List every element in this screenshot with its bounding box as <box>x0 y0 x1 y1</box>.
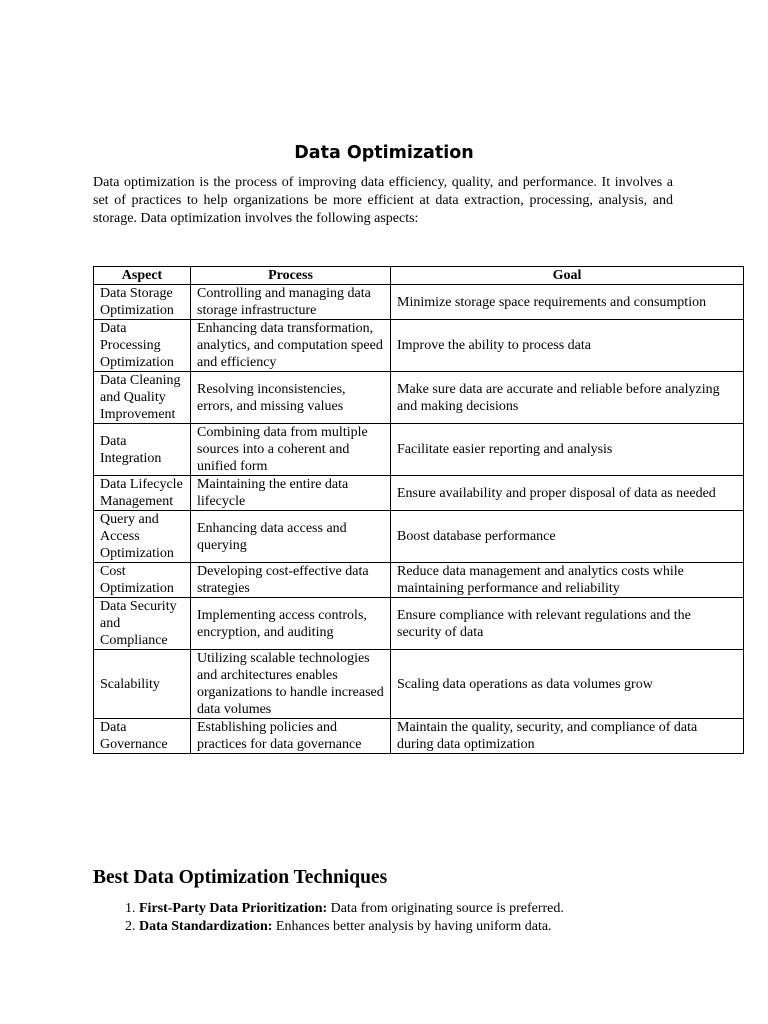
table-row <box>94 511 744 563</box>
page-title: Data Optimization <box>294 143 474 163</box>
header-goal: Goal <box>391 267 744 285</box>
aspects-table <box>93 266 744 754</box>
intro-paragraph: Data optimization is the process of improving data efficiency, quality, and performance. It involves a set of practices to help organizations be more efficient at data extraction, processing, analysis, and storage. Data optimization involves the following aspects: <box>93 175 673 226</box>
cell-process: Maintaining the entire data lifecycle <box>191 476 391 511</box>
table-header-row <box>94 267 744 285</box>
cell-aspect: Data Lifecycle Management <box>94 476 191 511</box>
list-item <box>139 900 739 918</box>
cell-process: Establishing policies and practices for data governance <box>191 719 391 754</box>
cell-aspect: Scalability <box>94 650 191 719</box>
header-process: Process <box>191 267 391 285</box>
techniques-heading: Best Data Optimization Techniques <box>93 867 388 888</box>
table-row <box>94 650 744 719</box>
cell-process: Controlling and managing data storage infrastructure <box>191 285 391 320</box>
table-body <box>94 285 744 754</box>
cell-goal: Maintain the quality, security, and compliance of data during data optimization <box>391 719 744 754</box>
cell-goal: Make sure data are accurate and reliable before analyzing and making decisions <box>391 372 744 424</box>
table-row <box>94 563 744 598</box>
cell-aspect: Query and Access Optimization <box>94 511 191 563</box>
cell-process: Implementing access controls, encryption, and auditing <box>191 598 391 650</box>
cell-goal: Boost database performance <box>391 511 744 563</box>
table-row <box>94 320 744 372</box>
table-row <box>94 476 744 511</box>
cell-aspect: Data Governance <box>94 719 191 754</box>
header-aspect: Aspect <box>94 267 191 285</box>
cell-process: Combining data from multiple sources into a coherent and unified form <box>191 424 391 476</box>
technique-text: Data from originating source is preferred. <box>327 901 564 916</box>
cell-process: Enhancing data access and querying <box>191 511 391 563</box>
cell-aspect: Cost Optimization <box>94 563 191 598</box>
cell-goal: Ensure availability and proper disposal of data as needed <box>391 476 744 511</box>
table-row <box>94 372 744 424</box>
cell-goal: Ensure compliance with relevant regulations and the security of data <box>391 598 744 650</box>
cell-process: Resolving inconsistencies, errors, and missing values <box>191 372 391 424</box>
cell-goal: Scaling data operations as data volumes grow <box>391 650 744 719</box>
cell-goal: Facilitate easier reporting and analysis <box>391 424 744 476</box>
cell-aspect: Data Cleaning and Quality Improvement <box>94 372 191 424</box>
cell-aspect: Data Integration <box>94 424 191 476</box>
cell-aspect: Data Storage Optimization <box>94 285 191 320</box>
cell-goal: Minimize storage space requirements and consumption <box>391 285 744 320</box>
table-row <box>94 424 744 476</box>
techniques-list <box>93 900 739 936</box>
cell-goal: Improve the ability to process data <box>391 320 744 372</box>
list-item <box>139 918 739 936</box>
cell-aspect: Data Processing Optimization <box>94 320 191 372</box>
cell-process: Developing cost-effective data strategies <box>191 563 391 598</box>
cell-process: Utilizing scalable technologies and architectures enables organizations to handle increased data volumes <box>191 650 391 719</box>
table-row <box>94 598 744 650</box>
cell-goal: Reduce data management and analytics costs while maintaining performance and reliability <box>391 563 744 598</box>
technique-term: First-Party Data Prioritization: <box>139 901 328 916</box>
table-row <box>94 719 744 754</box>
cell-process: Enhancing data transformation, analytics, and computation speed and efficiency <box>191 320 391 372</box>
cell-aspect: Data Security and Compliance <box>94 598 191 650</box>
technique-term: Data Standardization: <box>139 919 273 934</box>
table-row <box>94 285 744 320</box>
technique-text: Enhances better analysis by having uniform data. <box>272 919 552 934</box>
